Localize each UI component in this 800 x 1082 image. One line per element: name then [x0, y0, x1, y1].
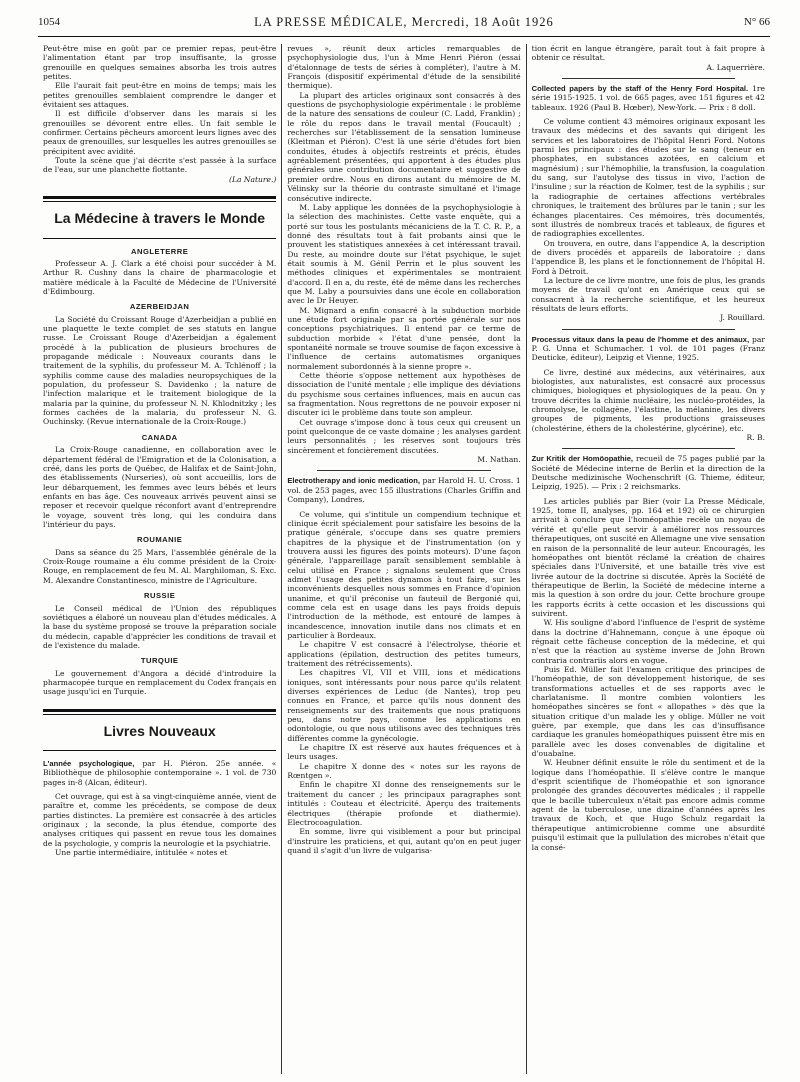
review-paragraph: Le chapitre X donne des « notes sur les rayons de Rœntgen ». [287, 761, 521, 781]
book-review-heading [532, 454, 765, 491]
book-meta: par H. Piéron. 25e année. « Bibliothèque de philosophie contemporaine ». 1 vol. de 730 pages in-8 (Alcan, éditeur). [43, 759, 277, 787]
book-title: Electrotherapy and ionic medication, [287, 476, 420, 486]
review-paragraph: W. His souligne d'abord l'influence de l'esprit de système dans la doctrine d'Hahnemann, conçue à une époque où régnait cette fâcheuse conception de la médecine, et qui n'est que la réaction au système inverse de John Brown contraria contrariis alors en vogue. [531, 618, 765, 665]
review-paragraph: Le chapitre V est consacré à l'électrolyse, théorie et applications (épilation, destruction des petites tumeurs, traitement des rétrécissements). [287, 640, 521, 668]
column-left [38, 44, 281, 1074]
country-heading: AZERBEIDJAN [129, 302, 190, 312]
review-paragraph: La lecture de ce livre montre, une fois de plus, les grands moyens de travail qu'ont en Amérique ceux qui se consacrent à la recherche scientifique, et les heureux résultats de leurs efforts. [531, 275, 765, 313]
column-right [526, 44, 770, 1074]
article-paragraph: Il est difficile d'observer dans les marais si les grenouilles se dévorent entre elles. Un fait semble le confirmer. Certains pêcheurs amorcent leurs lignes avec des peaux de grenouilles, sur lesquelles les autres grenouilles se précipitent avec avidité. [43, 109, 277, 156]
issue-number: N° 66 [743, 16, 770, 29]
separator [562, 78, 735, 79]
book-meta: recueil de 75 pages publié par la Société de Médecine interne de Berlin et la direction de la Deutsche medizinische Wochenschrift (G. Thieme, éditeur, Leipzig, 1925). — Prix : 2 reichsmarks. [531, 454, 765, 492]
country-news: Le gouvernement d'Angora a décidé d'introduire la pharmacopée turque en remplacement du Codex français en usage jusqu'ici en Turquie. [43, 668, 277, 697]
review-paragraph: On trouvera, en outre, dans l'appendice A, la description de divers procédés et appareils de laboratoire ; dans l'appendice B, les plans et le fonctionnement de l'hôpital H. Ford à Détroit. [531, 238, 765, 276]
review-paragraph: Enfin le chapitre XI donne des renseignements sur le traitement du cancer ; les principaux paragraphes sont intitulés : Couteau et électricité. Aperçu des traitements électriques (thérapie profonde et diathermie). Electrocoagulation. [287, 780, 521, 827]
country-heading: CANADA [141, 432, 178, 442]
country-news: Dans sa séance du 25 Mars, l'assemblée générale de la Croix-Rouge roumaine a élu comme président de la Croix-Rouge, en remplacement de feu M. Al. Marghiloman, S. Exc. M. Alexandre Constantinesco, ministre de l'Agriculture. [43, 547, 277, 585]
book-review-heading [532, 84, 765, 112]
book-title: L'année psychologique, [43, 759, 135, 769]
country-news: La Société du Croissant Rouge d'Azerbeidjan a publié en une plaquette le texte complet de ses statuts en langue russe. Le Croissant Rouge d'Azerbeidjan a également procédé à la publication de plusieurs brochures de propagande médicale : Nouveaux courants dans le traitement de la syphilis, du professeur M. A. Tchlénoff ; la syphilis comme cause des maladies neuropsychiques de la population, du professeur S. Davidenko ; la nature de l'infection malarique et le traitement biologique de la malaria par la quinine, du professeur N. N. Khlodnitzky ; les formes cachées de la malaria, du professeur N. G. Ouchinsky. (Revue internationale de la Croix-Rouge.) [43, 314, 277, 427]
review-paragraph: Ce volume contient 43 mémoires originaux exposant les travaux des médecins et des savants qui dirigent les services et les laboratoires de l'hôpital Henri Ford. Notons parmi les principaux : des études sur le sang (teneur en phosphates, en substances azotées, en calcium et magnésium) ; sur l'hémophilie, la transfusion, la coagulation du sang, sur l'autolyse des tissus in vivo, l'action de l'insuline ; sur la réaction de Kolmer, test de la syphilis ; sur la radiographie de certaines affections vertébrales chroniques, le traitement des brûlures par le tanin ; sur les échanges placentaires. Ces mémoires, très documentés, sont illustrés de nombreux tracés et tableaux, de figures et de radiographies excellentes. [531, 117, 765, 239]
country-heading: RUSSIE [144, 591, 176, 601]
review-paragraph: revues », réunit deux articles remarquables de psychophysiologie dus, l'un à Mme Henri Piéron (essai d'étalonnage de tests de séries à compléter), l'autre à M. François (dispositif expérimental d'étude de la sensibilité thermique). [287, 44, 521, 91]
review-paragraph: Les articles publiés par Bier (voir La Presse Médicale, 1925, tome II, analyses, pp. 164 et 192) où ce chirurgien arrivait à conclure que l'homéopathie recèle un noyau de vérité et qu'elle peut servir à améliorer nos ressources thérapeutiques, ont suscité en Allemagne une vive sensation en raison de la personnalité de leur auteur. Encouragés, les homéopathes ont bientôt réclamé la création de chaires spéciales dans l'Université, et une bataille très vive est livrée autour de la doctrine si discutée. Après la Société de thérapeutique de Berlin, la Société de médecine interne a mis la question à son ordre du jour. Cette brochure groupe les rapports écrits à cette occasion et les discussions qui suivirent. [531, 496, 765, 618]
book-review-heading [43, 759, 276, 787]
book-meta: par Harold H. U. Cross. 1 vol. de 253 pages, avec 155 illustrations (Charles Griffin and Company), Londres. [287, 476, 521, 505]
country-heading: ANGLETERRE [131, 246, 189, 256]
review-signature: M. Nathan. [477, 455, 521, 465]
review-signature: J. Rouillard. [720, 313, 765, 323]
book-meta: par P. G. Unna et Schumacher. 1 vol. de 101 pages (Franz Deuticke, éditeur), Leipzig et Vienne, 1925. [531, 334, 765, 363]
section-rule [43, 709, 276, 715]
review-paragraph: W. Heubner définit ensuite le rôle du sentiment et de la logique dans l'homéopathie. Il s'élève contre le manque d'esprit scientifique de l'homéopathie et son ignorance prolongée des grandes découvertes médicales ; il rappelle que le bacille tuberculeux n'était pas encore admis comme agent de la tuberculose, une dizaine d'années après les travaux de Koch, et que Hugo Schulz regardait la thérapeutique antimicrobienne comme une absurdité puisqu'il estimait que la pullulation des microbes n'était que la consé- [531, 758, 765, 852]
journal-title: LA PRESSE MÉDICALE, Mercredi, 18 Août 1926 [254, 15, 554, 30]
section-underline [43, 238, 276, 239]
article-paragraph: Peut-être mise en goût par ce premier repas, peut-être l'alimentation étant par trop insuffisante, la grosse grenouille en quelques semaines absorba les trois autres petites. [43, 44, 277, 82]
review-paragraph: M. Laby applique les données de la psychophysiologie à la sélection des machinistes. Cette vaste enquête, qui a porté sur tous les postulants mécaniciens de la T. C. R. P., a donné des résultats tout à fait probants ainsi que le prouvent les statistiques annexées à cet intéressant travail. Du reste, au moindre doute sur l'état psychique, le sujet était soumis à M. Génil Perrin et le plus souvent les méthodes cliniques et expérimentales se montraient d'accord. Il en a, du reste, été de même dans les recherches que M. Laby a poursuivies dans une école en collaboration avec le Dr Heuyer. [287, 202, 521, 306]
columns [38, 44, 770, 1074]
separator [562, 329, 735, 330]
column-middle [281, 44, 525, 1074]
review-paragraph: En somme, livre qui visiblement a pour but principal d'instruire les praticiens, et qui, autant qu'on en peut juger quand il s'agit d'un livre de vulgarisa- [287, 827, 521, 855]
book-review-heading [287, 476, 520, 504]
book-title: Processus vitaux dans la peau de l'homme et des animaux, [531, 334, 750, 344]
article-source: (La Nature.) [229, 174, 277, 184]
review-paragraph: La plupart des articles originaux sont consacrés à des questions de psychophysiologie expérimentale : le problème de la nature des sensations de couleur (C. Ladd, Franklin) ; le rôle du repos dans le travail mental (Foucault) ; recherches sur l'établissement de la sensation lumineuse (Kleitman et Piéron). C'est là une série d'études fort bien conduites, études à objectifs restreints et précis, études agréablement présentées, qui apportent à des études plus générales une contribution documentaire et suggestive de premier ordre. Nous en dirons autant du mémoire de M. Vélinsky sur la théorie du contraste simultané et l'image consécutive indirecte. [287, 90, 521, 203]
country-news: Le Conseil médical de l'Union des républiques soviétiques a élaboré un nouveau plan d'études médicales. A la base du système proposé se trouve la préparation sociale du médecin, capable d'apprécier les conditions de travail et de l'existence du malade. [43, 603, 277, 650]
review-paragraph: Cet ouvrage, qui est à sa vingt-cinquième année, vient de paraître et, comme les précédents, se compose de deux parties distinctes. La première est consacrée à des articles originaux ; la seconde, la plus étendue, comporte des analyses critiques qui passent en revue tous les domaines de la psychologie, y compris la neurologie et la psychiatrie. [43, 792, 277, 848]
section-underline [43, 750, 276, 751]
review-paragraph: Cette théorie s'oppose nettement aux hypothèses de dissociation de l'unité mentale ; elle implique des déviations du psychisme sous certaines influences, mais en aucun cas sa fragmentation. Nous regrettons de ne pouvoir exposer ni discuter ici le problème dans toute son ampleur. [287, 371, 521, 418]
review-paragraph: Cet ouvrage s'impose donc à tous ceux qui creusent un point quelconque de ce vaste domaine ; les analyses gardent leurs personnalités ; les réserves sont toujours très sincèrement et foncièrement discutées. [287, 417, 521, 455]
country-news: La Croix-Rouge canadienne, en collaboration avec le département fédéral de l'Emigration et de la Colonisation, a créé, dans les ports de Québec, de Halifax et de Saint-John, des établissements (Nurseries), où sont accueillis, lors de leur débarquement, les femmes avec leurs bébés et leurs enfants en bas âge. Ces nouveaux arrivés peuvent ainsi se reposer et recevoir quelque réconfort avant d'entreprendre le voyage, souvent très long, qui les conduira dans l'intérieur du pays. [43, 445, 277, 529]
page-header [38, 10, 770, 37]
country-heading: TURQUIE [140, 656, 179, 666]
book-review-heading [532, 335, 765, 363]
review-signature: R. B. [746, 433, 765, 443]
article-paragraph: Elle l'aurait fait peut-être en moins de temps; mais les petites grenouilles semblaient comprendre le danger et évitaient ses attaques. [43, 81, 277, 110]
book-title: Zur Kritik der Homöopathie, [531, 454, 634, 464]
book-title: Collected papers by the staff of the Henry Ford Hospital. [531, 84, 749, 94]
page-number: 1054 [38, 16, 60, 29]
article-paragraph: Toute la scène que j'ai décrite s'est passée à la surface de l'eau, sur une planchette flottante. [43, 156, 277, 175]
review-paragraph: Puis Ed. Müller fait l'examen critique des principes de l'homéopathie, de son développement historique, de ses transformations actuelles et de ses rapports avec le charlatanisme. Il montre combien volontiers les homéopathes sincères se font « allopathes » dès que la situation critique d'un malade les y oblige. Müller ne voit guère, par exemple, que dans les cas d'insuffisance cardiaque les granules homéopathiques puissent être mis en parallèle avec les doses convenables de digitaline et d'ouabaïne. [531, 664, 765, 759]
review-paragraph: M. Mignard a enfin consacré à la subduction morbide une étude fort originale par sa portée générale sur nos conceptions psychiatriques. Il entend par ce terme de subduction morbide « l'état d'une pensée, dont la spontanéité normale se trouve soumise de façon excessive à l'influence de certains automatismes organiques normalement subordonnés à la sienne propre ». [287, 305, 521, 371]
review-paragraph: Une partie intermédiaire, intitulée « notes et [55, 848, 228, 858]
review-paragraph: Les chapitres VI, VII et VIII, ions et médications ioniques, sont intéressants pour nous parce qu'ils relatent diverses expériences de Leduc (de Nantes), trop peu connues en France, et parce qu'ils nous donnent des renseignements sur des traitements que nous pratiquons peu, dans notre pays, comme les applications en odontologie, ou que nous utilisons avec des techniques très différentes comme la gynécologie. [287, 668, 521, 743]
country-heading: ROUMANIE [136, 535, 183, 545]
separator [562, 448, 735, 449]
review-signature: A. Laquerrière. [706, 62, 765, 72]
country-news: Professeur A. J. Clark a été choisi pour succéder à M. Arthur R. Cushny dans la chaire de pharmacologie et matière médicale à la Faculté de Médecine de l'Université d'Edimbourg. [43, 258, 277, 296]
section-title-livres: Livres Nouveaux [103, 722, 216, 739]
review-paragraph: Le chapitre IX est réservé aux hautes fréquences et à leurs usages. [287, 743, 521, 762]
section-rule [43, 196, 276, 202]
section-title-medecine: La Médecine à travers le Monde [54, 210, 266, 227]
book-meta: 1re série 1915-1925. 1 vol. de 665 pages, avec 151 figures et 42 tableaux. 1926 (Paul B. Hœber), New-York. — Prix : 8 doll. [531, 84, 765, 112]
review-paragraph: Ce volume, qui s'intitule un compendium technique et clinique écrit spécialement pour satisfaire les besoins de la pratique générale, s'occupe dans ses quatre premiers chapitres de la physique et de l'instrumentation (on y trouvera aussi les figures des points moteurs). D'une façon générale, l'appareillage paraît sensiblement semblable à celui utilisé en France ; signalons seulement que Cross admet l'usage des petites dynamos à tout faire, sur les inconvénients desquelles nous sommes en France d'opinion unanime, et qu'il préconise un fauteuil de Bergonié qui, comme cela est en usage dans les pays froids depuis l'introduction de la méthode, est entouré de lampes à incandescence, innovation inutile dans nos climats et en particulier à Bordeaux. [287, 509, 521, 640]
review-paragraph: Ce livre, destiné aux médecins, aux vétérinaires, aux biologistes, aux naturalistes, est consacré aux processus chimiques, biologiques et physiologiques de la peau. On y trouve décrites la chimie nucléaire, les nucléo-protéides, la chromolyse, le collagène, l'élastine, la mélanine, les divers groupes de pigments, les productions graisseuses (cholestérine, éthers de la cholestérine, glycérine), etc. [531, 367, 765, 433]
review-paragraph: tion écrit en langue étrangère, paraît tout à fait propre à obtenir ce résultat. [531, 44, 765, 63]
separator [317, 470, 490, 471]
